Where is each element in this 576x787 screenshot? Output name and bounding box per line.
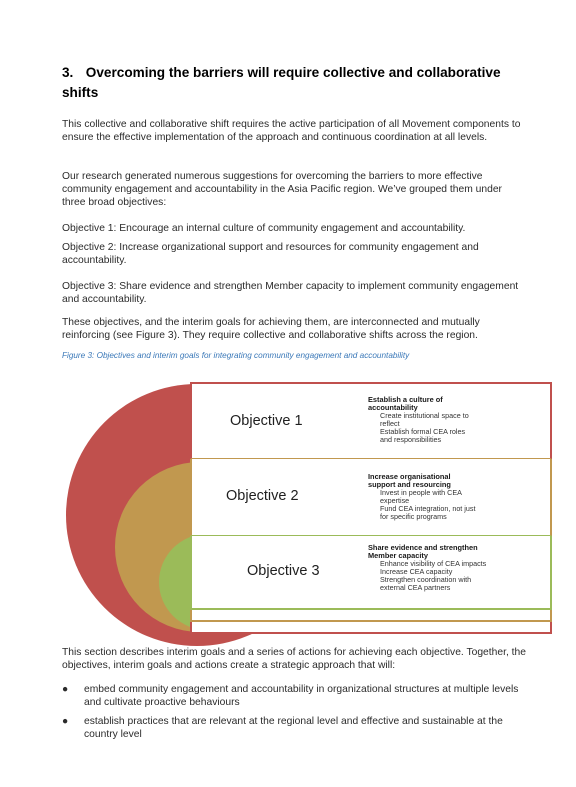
bullet-icon: ● (62, 716, 69, 727)
bullet-icon: ● (62, 684, 69, 695)
section-heading (62, 63, 532, 103)
objective-2-label: Objective 2 (226, 488, 299, 504)
goal-2-item-2: Fund CEA integration, not just for specific programs (380, 504, 476, 521)
list-item (62, 715, 532, 741)
goal-3-item-3: Strengthen coordination with external CEA partners (380, 575, 472, 592)
paragraph-objective-1: Objective 1: Encourage an internal culture of community engagement and accountability. (62, 223, 466, 234)
paragraph-objective-3: Objective 3: Share evidence and strengthen Member capacity to implement community engagement and accountability. (62, 281, 519, 305)
paragraph-objective-2: Objective 2: Increase organizational support and resources for community engagement and accountability. (62, 242, 479, 266)
paragraph-research: Our research generated numerous suggestions for overcoming the barriers to more effective community engagement and accountability in the Asia Pacific region. We’ve grouped them under three broad objectives: (62, 171, 502, 208)
bullet-list (62, 683, 532, 747)
section-title: Overcoming the barriers will require collective and collaborative shifts (62, 65, 501, 100)
objective-1-label: Objective 1 (230, 413, 303, 429)
figure-caption: Figure 3: Objectives and interim goals for integrating community engagement and accountability (62, 351, 410, 360)
paragraph-intro: This collective and collaborative shift requires the active participation of all Movement components to ensure the effective implementation of the approach and continuous coordination at all levels. (62, 119, 521, 143)
objective-3-label: Objective 3 (247, 563, 320, 579)
goal-2-title: Increase organisational support and resourcing (368, 472, 451, 489)
bullet-text-1: embed community engagement and accountability in organizational structures at multiple levels and cultivate proactive behaviours (84, 684, 519, 708)
list-item (62, 683, 532, 709)
goal-1-item-2: Establish formal CEA roles and responsibilities (380, 427, 466, 444)
goal-1-title: Establish a culture of accountability (368, 395, 443, 412)
goal-3-item-2: Increase CEA capacity (380, 567, 453, 576)
band-base-middle (190, 610, 552, 622)
goal-1 (368, 396, 478, 444)
band-base-outer (190, 622, 552, 634)
paragraph-approach: This section describes interim goals and a series of actions for achieving each objective. Together, the objectives, interim goals and actions create a strategic approach that will: (62, 647, 526, 671)
section-number: 3. (62, 65, 74, 80)
goal-3-title: Share evidence and strengthen Member capacity (368, 543, 478, 560)
goal-3-item-1: Enhance visibility of CEA impacts (380, 559, 487, 568)
bullet-text-2: establish practices that are relevant at the regional level and effective and sustainable at the country level (84, 716, 503, 740)
goal-2 (368, 473, 480, 521)
goal-1-item-1: Create institutional space to reflect (380, 411, 469, 428)
goal-2-item-1: Invest in people with CEA expertise (380, 488, 462, 505)
objectives-figure (62, 372, 522, 640)
goal-3 (368, 544, 488, 592)
paragraph-interconnected: These objectives, and the interim goals for achieving them, are interconnected and mutually reinforcing (see Figure 3). They require collective and collaborative shifts across the region. (62, 317, 480, 341)
